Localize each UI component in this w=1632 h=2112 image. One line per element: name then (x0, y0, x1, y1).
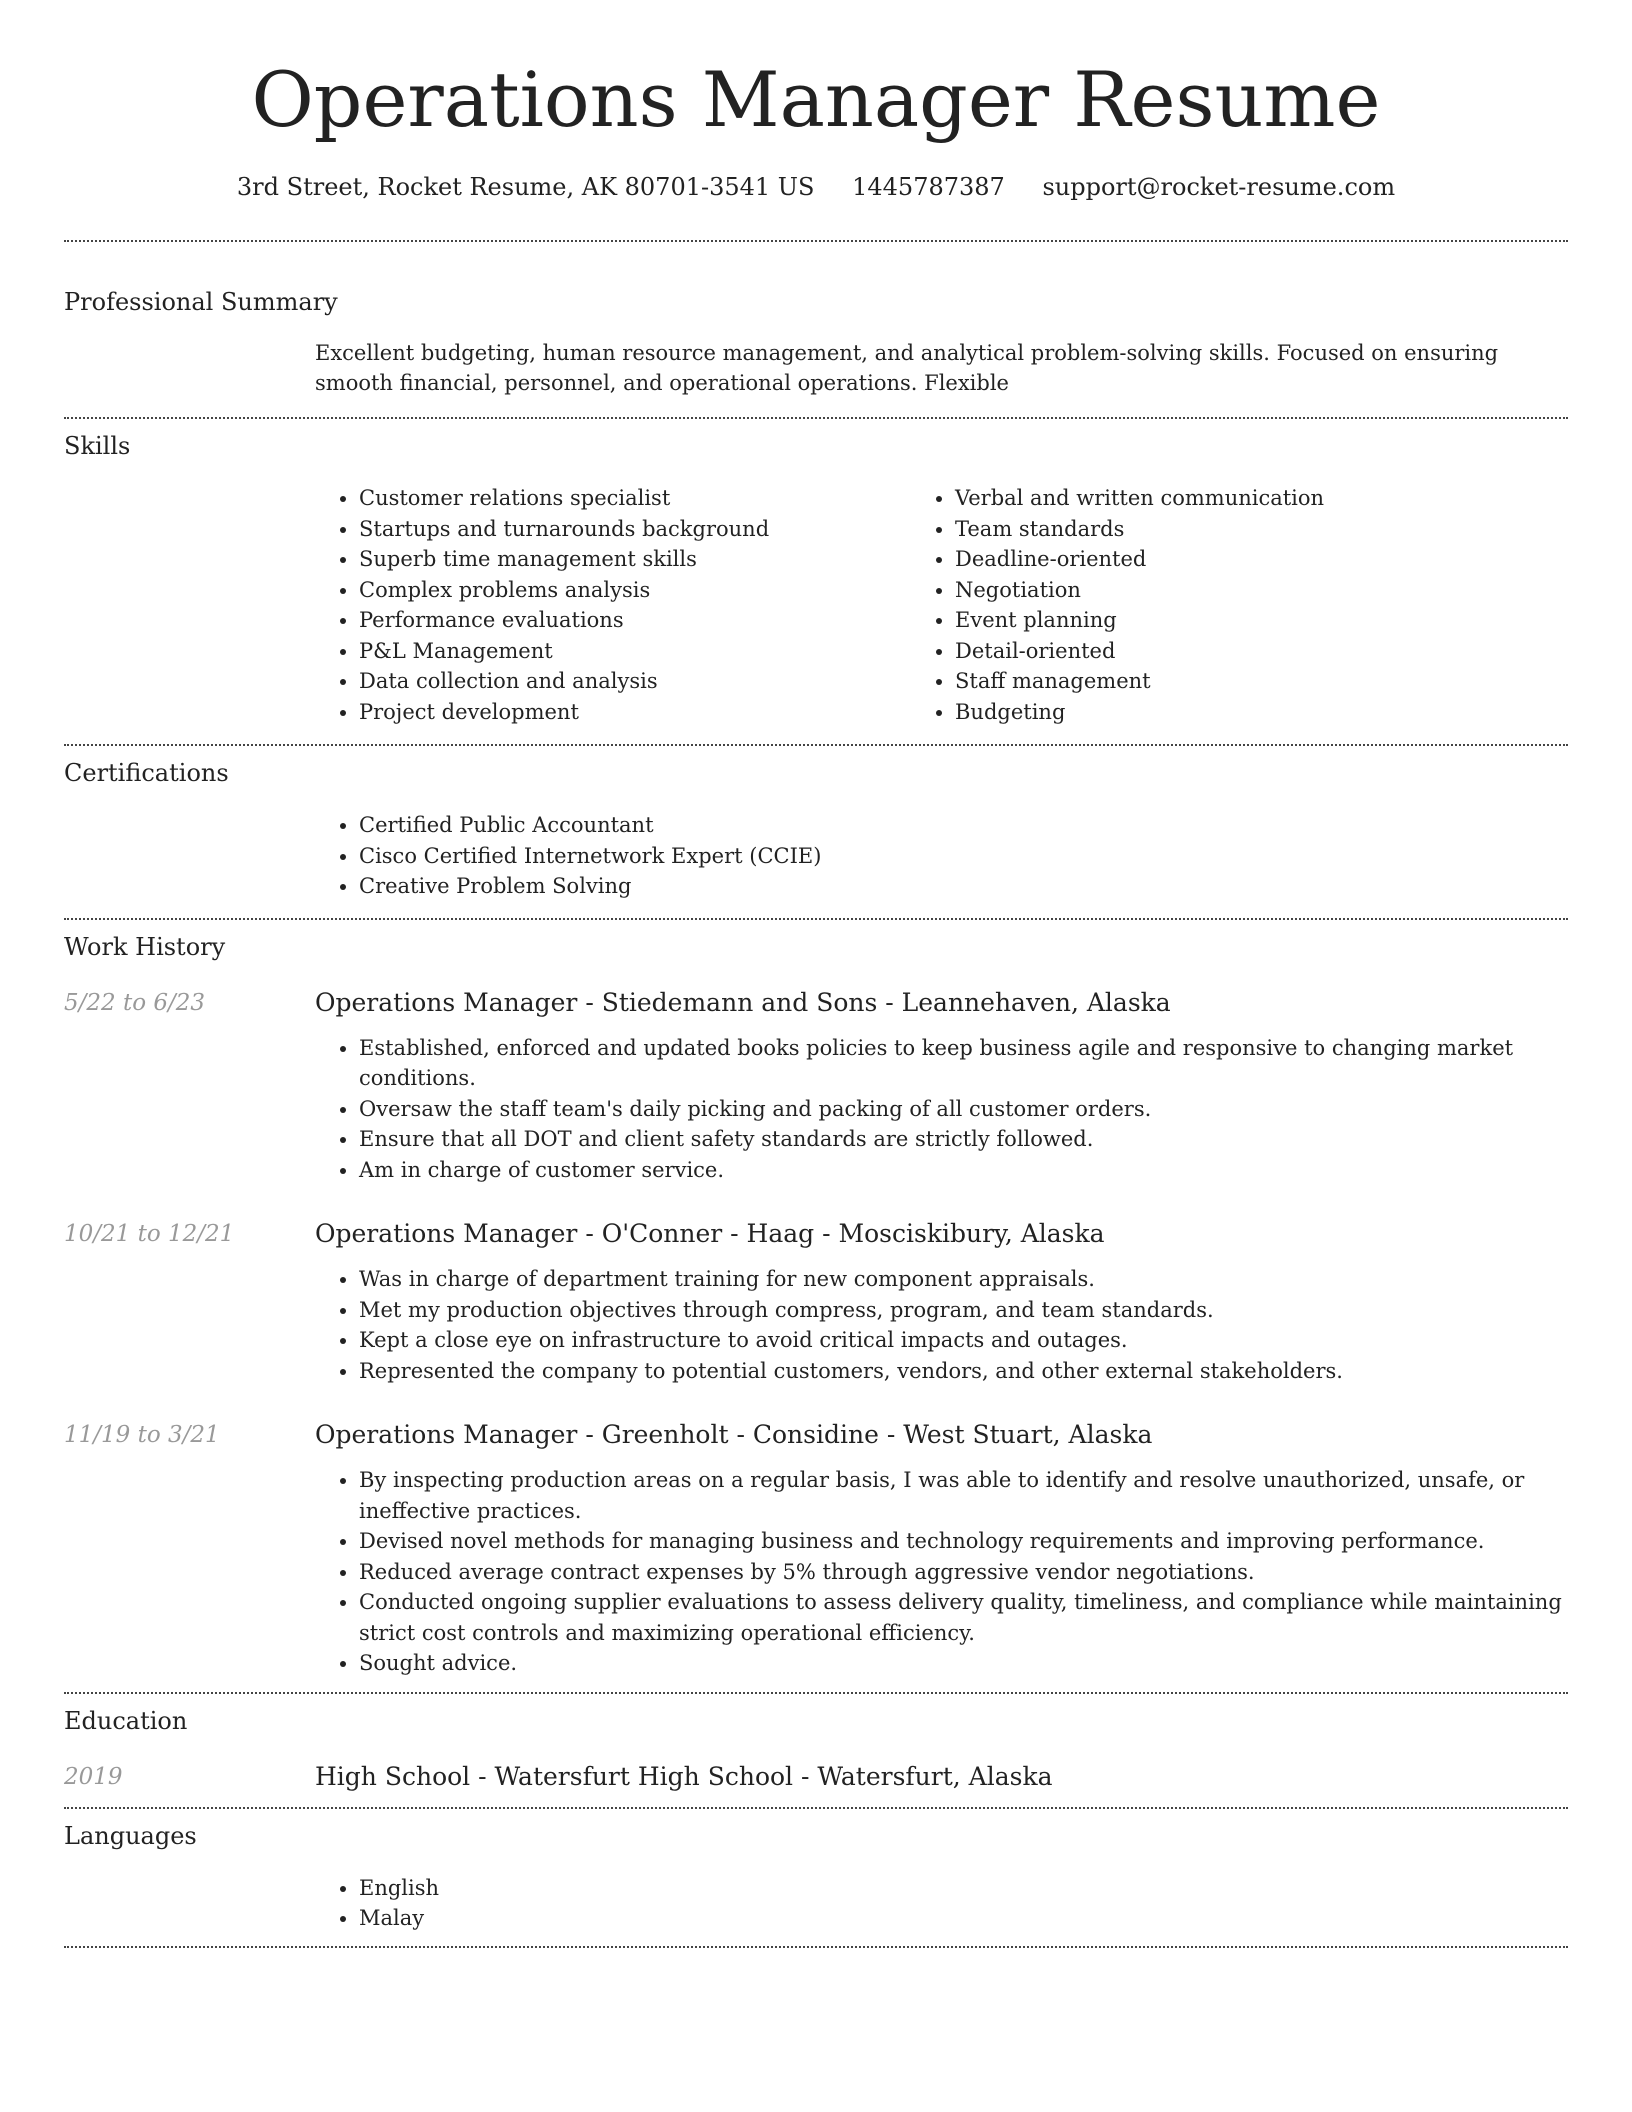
certifications-section (64, 746, 1568, 918)
job-entry (64, 986, 1568, 1186)
section-heading-education: Education (64, 1706, 188, 1735)
job-title: Operations Manager - Stiedemann and Sons - Leannehaven, Alaska (315, 987, 1171, 1017)
certifications-list (315, 810, 1568, 902)
skills-section (64, 419, 1568, 744)
job-bullet: • Devised novel methods for managing business and technology requirements and improving performance. (359, 1526, 1568, 1557)
job-bullet: • Met my production objectives through compress, program, and team standards. (359, 1295, 1568, 1326)
job-bullet: • Sought advice. (359, 1648, 1568, 1679)
languages-list (315, 1873, 1568, 1934)
education-section (64, 1694, 1568, 1807)
education-date: 2019 (64, 1763, 123, 1790)
section-heading-summary: Professional Summary (64, 288, 338, 316)
job-bullet: • By inspecting production areas on a regular basis, I was able to identify and resolve unauthorized, unsafe, or ineffective practices. (359, 1465, 1568, 1526)
job-bullet: • Am in charge of customer service. (359, 1155, 1568, 1186)
skill-item: • Detail-oriented (955, 636, 1547, 667)
skill-item: • Verbal and written communication (955, 483, 1547, 514)
job-bullet: • Was in charge of department training for new component appraisals. (359, 1264, 1568, 1295)
work-history-section (64, 920, 1568, 1692)
skill-item: • Data collection and analysis (359, 666, 931, 697)
certification-item: • Cisco Certified Internetwork Expert (CCIE) (359, 841, 1568, 872)
skill-item: • Team standards (955, 514, 1547, 545)
job-entry (64, 1217, 1568, 1386)
summary-section (64, 242, 1568, 417)
skills-list-right (931, 483, 1547, 727)
skill-item: • Budgeting (955, 697, 1547, 728)
skill-item: • Performance evaluations (359, 605, 931, 636)
job-bullet: • Reduced average contract expenses by 5% through aggressive vendor negotiations. (359, 1557, 1568, 1588)
section-divider (64, 1946, 1568, 1948)
skill-item: • P&L Management (359, 636, 931, 667)
job-bullet: • Conducted ongoing supplier evaluations to assess delivery quality, timeliness, and compliance while maintaining strict cost controls and maximizing operational efficiency. (359, 1587, 1568, 1648)
job-bullets (315, 1033, 1568, 1186)
section-heading-skills: Skills (64, 432, 131, 460)
skill-item: • Project development (359, 697, 931, 728)
skill-item: • Negotiation (955, 575, 1547, 606)
language-item: • Malay (359, 1903, 1568, 1934)
section-heading-languages: Languages (64, 1821, 197, 1850)
skill-item: • Staff management (955, 666, 1547, 697)
job-bullet: • Kept a close eye on infrastructure to avoid critical impacts and outages. (359, 1325, 1568, 1356)
job-bullets (315, 1465, 1568, 1679)
education-entry (64, 1760, 1568, 1794)
skill-item: • Startups and turnarounds background (359, 514, 931, 545)
languages-section (64, 1809, 1568, 1946)
job-bullet: • Established, enforced and updated books policies to keep business agile and responsive to changing market conditions. (359, 1033, 1568, 1094)
resume-title: Operations Manager Resume (251, 55, 1381, 144)
job-dates: 5/22 to 6/23 (64, 989, 206, 1016)
job-title: Operations Manager - Greenholt - Considine - West Stuart, Alaska (315, 1420, 1153, 1449)
skill-item: • Superb time management skills (359, 544, 931, 575)
job-dates: 10/21 to 12/21 (64, 1221, 235, 1247)
contact-line (64, 170, 1568, 204)
section-heading-work: Work History (64, 932, 226, 961)
skill-item: • Complex problems analysis (359, 575, 931, 606)
summary-text: Excellent budgeting, human resource management, and analytical problem-solving skills. Focused on ensuring smooth financial, personnel, and operational operations. Flexible (315, 341, 1499, 395)
education-title: High School - Watersfurt High School - Watersfurt, Alaska (315, 1761, 1053, 1791)
job-bullet: • Oversaw the staff team's daily picking and packing of all customer orders. (359, 1094, 1568, 1125)
job-bullet: • Represented the company to potential customers, vendors, and other external stakeholders. (359, 1356, 1568, 1387)
job-title: Operations Manager - O'Conner - Haag - Mosciskibury, Alaska (315, 1219, 1105, 1248)
skill-item: • Event planning (955, 605, 1547, 636)
job-bullets (315, 1264, 1568, 1386)
section-heading-certifications: Certifications (64, 759, 229, 787)
certification-item: • Certified Public Accountant (359, 810, 1568, 841)
job-bullet: • Ensure that all DOT and client safety standards are strictly followed. (359, 1124, 1568, 1155)
language-item: • English (359, 1873, 1568, 1904)
job-dates: 11/19 to 3/21 (64, 1422, 220, 1448)
skill-item: • Deadline-oriented (955, 544, 1547, 575)
skills-list-left (315, 483, 931, 727)
contact-email: support@rocket-resume.com (1042, 173, 1396, 201)
contact-address: 3rd Street, Rocket Resume, AK 80701-3541 US (236, 173, 815, 201)
skill-item: • Customer relations specialist (359, 483, 931, 514)
job-entry (64, 1418, 1568, 1679)
certification-item: • Creative Problem Solving (359, 871, 1568, 902)
contact-phone: 1445787387 (852, 173, 1005, 201)
resume-header (64, 0, 1568, 204)
